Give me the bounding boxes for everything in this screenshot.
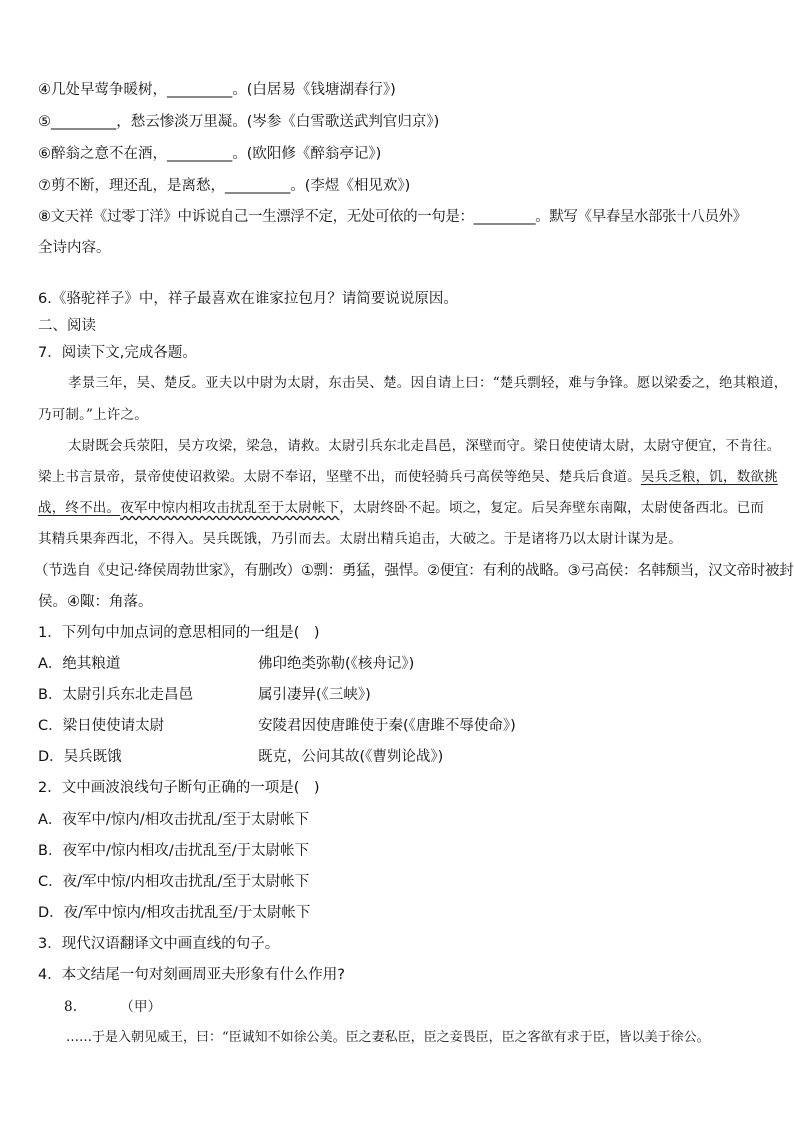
passage-p2-line3 <box>38 498 764 518</box>
q1-option-c <box>38 716 516 736</box>
passage-p2-line2 <box>38 467 778 487</box>
passage-source-notes-cont: 侯。④陬：角落。 <box>38 594 153 610</box>
recite-item-5: ⑤_________，愁云惨淡万里凝。(岑参《白雪歌送武判官归京》) <box>38 114 440 130</box>
recite-item-8: ⑧文天祥《过零丁洋》中诉说自己一生漂浮不定，无处可依的一句是：_________。默写《早春呈水部张十八员外》 <box>38 209 747 225</box>
q2-option-c: C．夜/军中惊/内相攻击扰乱/至于太尉帐下 <box>38 874 310 890</box>
question-8-number: 8. <box>64 999 78 1015</box>
q2-option-d: D．夜/军中惊内/相攻击扰乱至/于太尉帐下 <box>38 905 311 921</box>
recite-item-7: ⑦剪不断，理还乱，是离愁，_________。(李煜《相见欢》) <box>38 178 411 194</box>
question-8-header <box>64 997 161 1017</box>
straight-underline-sentence-cont: 战，终不出。 <box>38 500 121 516</box>
question-1: 1．下列句中加点词的意思相同的一组是( ) <box>38 625 320 641</box>
recite-item-6: ⑥醉翁之意不在酒，_________。(欧阳修《醉翁亭记》) <box>38 146 382 162</box>
passage-p2-line3-rest: ，太尉终卧不起。顷之，复定。后吴奔壁东南陬，太尉使备西北。已而 <box>339 500 765 516</box>
question-3: 3．现代汉语翻译文中画直线的句子。 <box>38 936 280 952</box>
q1-option-b-left: B．太尉引兵东北走昌邑 <box>38 687 193 703</box>
section-heading-reading: 二、阅读 <box>38 318 96 334</box>
wavy-underline-sentence: 夜军中惊内相攻击扰乱至于太尉帐下 <box>120 500 340 516</box>
q1-option-c-right: 安陵君因使唐雎使于秦(《唐雎不辱使命》) <box>258 718 516 734</box>
recite-item-8-cont: 全诗内容。 <box>38 240 111 256</box>
passage-p2-line2-text: 梁上书言景帝，景帝使使诏救梁。太尉不奉诏，坚壁不出，而使轻骑兵弓高侯等绝吴、楚兵后食道。 <box>38 469 641 485</box>
passage-p2-line1: 太尉既会兵荥阳，吴方攻梁，梁急，请救。太尉引兵东北走昌邑，深壁而守。梁日使使请太尉，太尉守便宜，不肯往。 <box>68 438 781 454</box>
question-8-part-label: （甲） <box>120 999 162 1015</box>
question-2: 2．文中画波浪线句子断句正确的一项是( ) <box>38 780 320 796</box>
passage-source-notes: （节选自《史记·绛侯周勃世家》，有删改）①剽：勇猛，强悍。②便宜：有利的战略。③弓高侯：名韩颓当，汉文帝时被封 <box>34 563 794 579</box>
q2-option-a: A．夜军中/惊内/相攻击扰乱/至于太尉帐下 <box>38 812 310 828</box>
q1-option-d <box>38 747 444 767</box>
passage-p1-line1: 孝景三年，吴、楚反。亚夫以中尉为太尉，东击吴、楚。因自请上曰：“楚兵剽轻，难与争锋。愿以梁委之，绝其粮道， <box>68 375 788 391</box>
question-4: 4．本文结尾一句对刻画周亚夫形象有什么作用? <box>38 967 345 983</box>
q2-option-b: B．夜军中/惊内相攻/击扰乱至/于太尉帐下 <box>38 843 310 859</box>
q1-option-a-left: A．绝其粮道 <box>38 656 121 672</box>
q1-option-c-left: C．梁日使使请太尉 <box>38 718 165 734</box>
question-8-passage: ……于是入朝见威王，曰：“臣诚知不如徐公美。臣之妻私臣，臣之妾畏臣，臣之客欲有求于臣，皆以美于徐公。 <box>66 1030 710 1045</box>
q1-option-d-right: 既克，公问其故(《曹刿论战》) <box>258 749 444 765</box>
q1-option-a-right: 佛印绝类弥勒(《核舟记》) <box>258 656 415 672</box>
q1-option-b-right: 属引凄异(《三峡》) <box>258 687 371 703</box>
passage-p1-line2: 乃可制。”上许之。 <box>38 407 148 423</box>
question-6: 6.《骆驼祥子》中，祥子最喜欢在谁家拉包月？请简要说说原因。 <box>38 291 458 307</box>
q1-option-a <box>38 654 415 674</box>
recite-item-4: ④几处早莺争暖树，_________。(白居易《钱塘湖春行》) <box>38 82 396 98</box>
question-7-intro: 7．阅读下文,完成各题。 <box>38 345 197 361</box>
passage-p2-line4: 其精兵果奔西北，不得入。吴兵既饿，乃引而去。太尉出精兵追击，大破之。于是诸将乃以太尉计谋为是。 <box>38 531 682 547</box>
straight-underline-sentence: 吴兵乏粮，饥，数欲挑 <box>640 469 778 485</box>
q1-option-b <box>38 685 371 705</box>
q1-option-d-left: D．吴兵既饿 <box>38 749 122 765</box>
